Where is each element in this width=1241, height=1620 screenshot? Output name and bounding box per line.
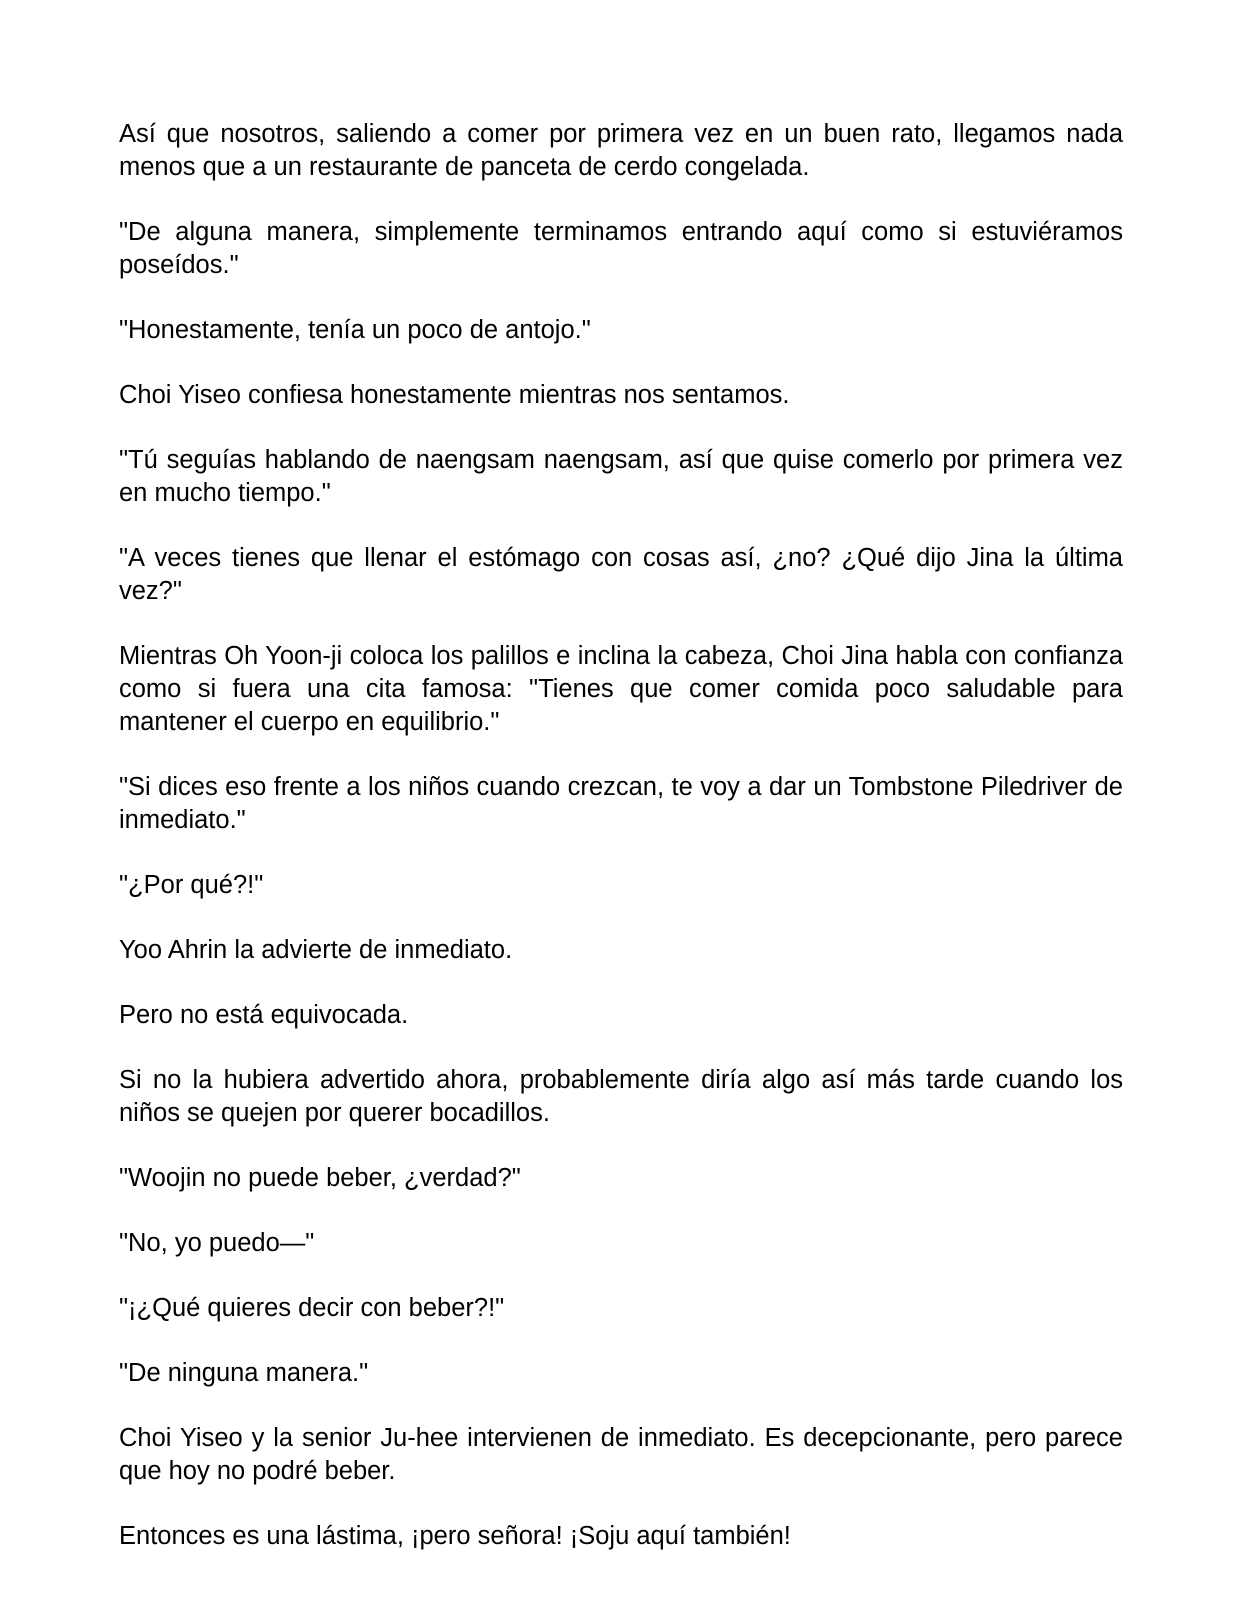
paragraph: "A veces tienes que llenar el estómago con cosas así, ¿no? ¿Qué dijo Jina la última vez?" <box>119 544 1123 605</box>
paragraph: "No, yo puedo—" <box>119 1229 315 1257</box>
paragraph: "Si dices eso frente a los niños cuando crezcan, te voy a dar un Tombstone Piledriver de inmediato." <box>119 773 1123 834</box>
document-page <box>119 118 1123 1585</box>
paragraph: "Honestamente, tenía un poco de antojo." <box>119 316 591 344</box>
paragraph: "¿Por qué?!" <box>119 871 264 899</box>
paragraph: "Tú seguías hablando de naengsam naengsam, así que quise comerlo por primera vez en mucho tiempo." <box>119 446 1123 507</box>
paragraph: Entonces es una lástima, ¡pero señora! ¡Soju aquí también! <box>119 1522 791 1550</box>
paragraph: Mientras Oh Yoon-ji coloca los palillos e inclina la cabeza, Choi Jina habla con confianza como si fuera una cita famosa: "Tienes que comer comida poco saludable para mantener el cuerpo en equilibrio." <box>119 642 1123 736</box>
paragraph: Así que nosotros, saliendo a comer por primera vez en un buen rato, llegamos nada menos que a un restaurante de panceta de cerdo congelada. <box>119 120 1123 181</box>
paragraph: Si no la hubiera advertido ahora, probablemente diría algo así más tarde cuando los niños se quejen por querer bocadillos. <box>119 1066 1123 1127</box>
paragraph: "¡¿Qué quieres decir con beber?!" <box>119 1294 505 1322</box>
paragraph: Yoo Ahrin la advierte de inmediato. <box>119 936 513 964</box>
paragraph: Choi Yiseo confiesa honestamente mientras nos sentamos. <box>119 381 790 409</box>
paragraph: "De ninguna manera." <box>119 1359 369 1387</box>
paragraph: Choi Yiseo y la senior Ju-hee intervienen de inmediato. Es decepcionante, pero parece que hoy no podré beber. <box>119 1424 1123 1485</box>
paragraph: "De alguna manera, simplemente terminamos entrando aquí como si estuviéramos poseídos." <box>119 218 1123 279</box>
paragraph: Pero no está equivocada. <box>119 1001 409 1029</box>
paragraph: "Woojin no puede beber, ¿verdad?" <box>119 1164 521 1192</box>
